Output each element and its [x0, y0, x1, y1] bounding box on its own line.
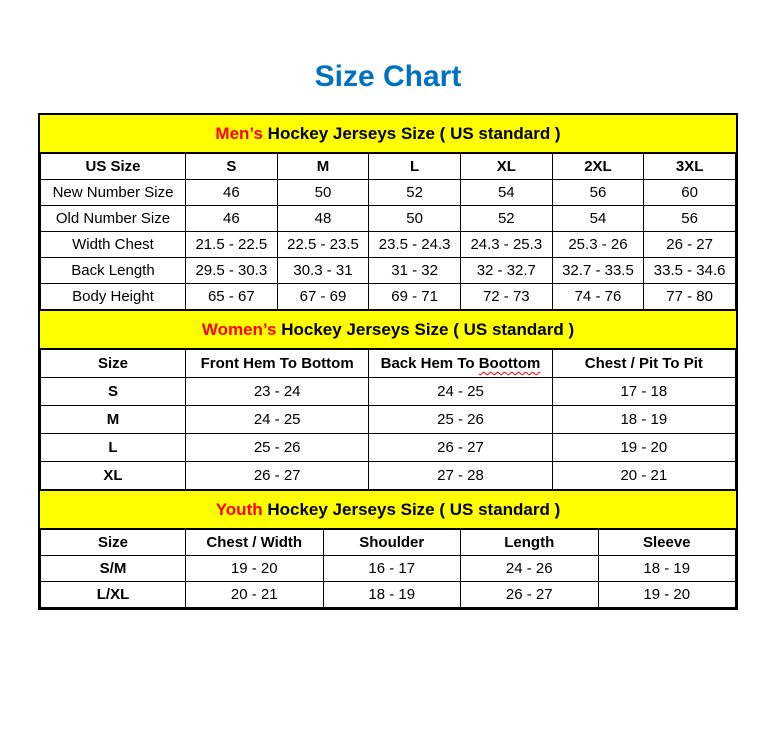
column-header: M	[277, 154, 369, 180]
size-value: 18 - 19	[598, 556, 736, 582]
mens-band-rest: Hockey Jerseys Size ( US standard )	[262, 124, 561, 143]
womens-section-band	[40, 310, 736, 349]
size-value: 24 - 25	[186, 406, 369, 434]
size-value: 52	[460, 206, 552, 232]
column-header: Size	[41, 350, 186, 378]
size-value: 74 - 76	[552, 284, 644, 310]
womens-header-row	[41, 350, 736, 378]
size-value: 46	[186, 206, 278, 232]
size-value: 20 - 21	[552, 462, 735, 490]
size-value: 32 - 32.7	[460, 258, 552, 284]
table-row	[41, 258, 736, 284]
size-value: 33.5 - 34.6	[644, 258, 736, 284]
mens-header-row	[41, 154, 736, 180]
column-header: US Size	[41, 154, 186, 180]
row-label: Back Length	[41, 258, 186, 284]
table-row	[41, 406, 736, 434]
size-value: 50	[369, 206, 461, 232]
youth-size-table	[40, 529, 736, 608]
column-header: Length	[461, 530, 599, 556]
column-header: S	[186, 154, 278, 180]
size-value: 20 - 21	[186, 582, 324, 608]
page-title: Size Chart	[314, 60, 462, 93]
size-value: 30.3 - 31	[277, 258, 369, 284]
misspelled-word: Boottom	[478, 355, 541, 372]
column-header: Size	[41, 530, 186, 556]
size-value: 69 - 71	[369, 284, 461, 310]
size-value: 56	[644, 206, 736, 232]
table-row	[41, 556, 736, 582]
size-value: 50	[277, 180, 369, 206]
size-value: 21.5 - 22.5	[186, 232, 278, 258]
size-value: 67 - 69	[277, 284, 369, 310]
youth-band-rest: Hockey Jerseys Size ( US standard )	[262, 500, 561, 519]
table-row	[41, 434, 736, 462]
size-value: 52	[369, 180, 461, 206]
size-value: 22.5 - 23.5	[277, 232, 369, 258]
size-value: 54	[460, 180, 552, 206]
size-value: 65 - 67	[186, 284, 278, 310]
mens-size-table	[40, 153, 736, 310]
table-row	[41, 378, 736, 406]
size-value: 48	[277, 206, 369, 232]
row-label: S/M	[41, 556, 186, 582]
row-label: Width Chest	[41, 232, 186, 258]
size-value: 25.3 - 26	[552, 232, 644, 258]
column-header: 2XL	[552, 154, 644, 180]
size-value: 26 - 27	[644, 232, 736, 258]
size-value: 26 - 27	[461, 582, 599, 608]
column-header: Chest / Pit To Pit	[552, 350, 735, 378]
size-value: 77 - 80	[644, 284, 736, 310]
size-value: 24.3 - 25.3	[460, 232, 552, 258]
size-value: 16 - 17	[323, 556, 461, 582]
size-value: 18 - 19	[552, 406, 735, 434]
row-label: S	[41, 378, 186, 406]
row-label: L/XL	[41, 582, 186, 608]
column-header: Chest / Width	[186, 530, 324, 556]
womens-size-table	[40, 349, 736, 490]
size-value: 25 - 26	[369, 406, 552, 434]
size-value: 23.5 - 24.3	[369, 232, 461, 258]
size-value: 32.7 - 33.5	[552, 258, 644, 284]
womens-band-highlight: Women’s	[201, 320, 277, 339]
size-value: 17 - 18	[552, 378, 735, 406]
size-value: 23 - 24	[186, 378, 369, 406]
mens-section-band	[40, 115, 736, 153]
size-value: 46	[186, 180, 278, 206]
row-label: Old Number Size	[41, 206, 186, 232]
column-header	[369, 350, 552, 378]
size-chart	[38, 113, 738, 610]
column-header-text: Back Hem To	[380, 355, 479, 372]
column-header: Front Hem To Bottom	[186, 350, 369, 378]
size-value: 26 - 27	[186, 462, 369, 490]
table-row	[41, 206, 736, 232]
row-label: New Number Size	[41, 180, 186, 206]
size-value: 72 - 73	[460, 284, 552, 310]
size-value: 19 - 20	[598, 582, 736, 608]
size-value: 19 - 20	[552, 434, 735, 462]
column-header: L	[369, 154, 461, 180]
size-value: 25 - 26	[186, 434, 369, 462]
size-value: 18 - 19	[323, 582, 461, 608]
size-value: 60	[644, 180, 736, 206]
table-row	[41, 582, 736, 608]
size-value: 24 - 25	[369, 378, 552, 406]
table-row	[41, 462, 736, 490]
table-row	[41, 180, 736, 206]
youth-section-band	[40, 490, 736, 529]
mens-band-highlight: Men’s	[215, 124, 263, 143]
column-header: Shoulder	[323, 530, 461, 556]
youth-band-highlight: Youth	[215, 500, 263, 519]
row-label: XL	[41, 462, 186, 490]
size-value: 56	[552, 180, 644, 206]
column-header: Sleeve	[598, 530, 736, 556]
row-label: L	[41, 434, 186, 462]
size-value: 31 - 32	[369, 258, 461, 284]
size-value: 27 - 28	[369, 462, 552, 490]
womens-band-rest: Hockey Jerseys Size ( US standard )	[276, 320, 575, 339]
size-value: 24 - 26	[461, 556, 599, 582]
size-value: 26 - 27	[369, 434, 552, 462]
youth-header-row	[41, 530, 736, 556]
column-header: 3XL	[644, 154, 736, 180]
table-row	[41, 284, 736, 310]
row-label: M	[41, 406, 186, 434]
row-label: Body Height	[41, 284, 186, 310]
size-value: 19 - 20	[186, 556, 324, 582]
size-value: 54	[552, 206, 644, 232]
column-header: XL	[460, 154, 552, 180]
table-row	[41, 232, 736, 258]
size-value: 29.5 - 30.3	[186, 258, 278, 284]
